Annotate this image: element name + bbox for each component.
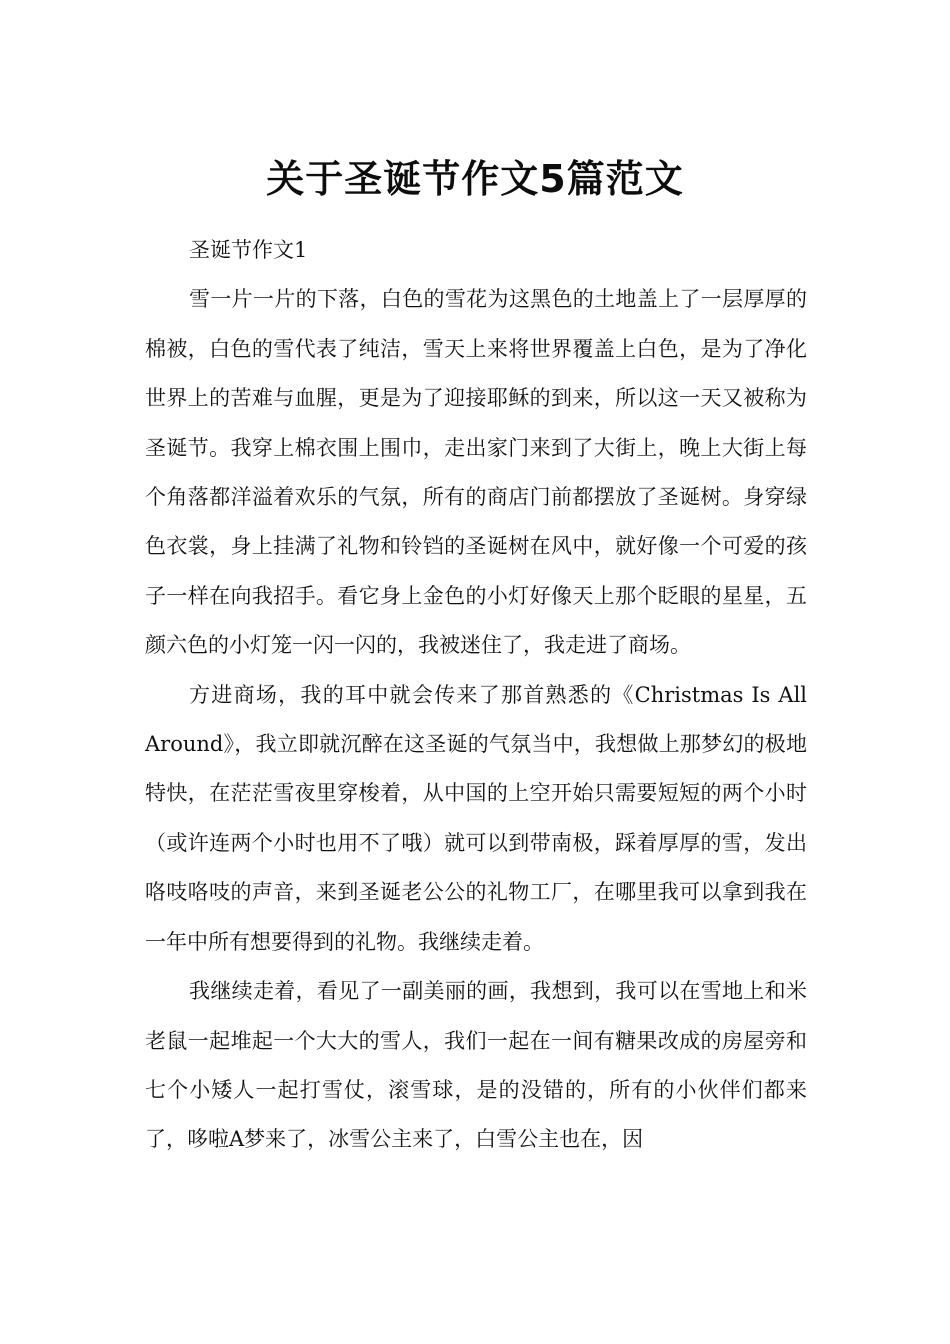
- section-heading: 圣诞节作文1: [189, 238, 308, 262]
- paragraph-2: 方进商场，我的耳中就会传来了那首熟悉的《Christmas Is All Around》，我立即就沉醉在这圣诞的气氛当中，我想做上那梦幻的极地特快，在茫茫雪夜里穿梭着，从中国的上空开始只需要短短的两个小时（或许连两个小时也用不了哦）就可以到带南极，踩着厚厚的雪，发出咯吱咯吱的声音，来到圣诞老公公的礼物工厂，在哪里我可以拿到我在一年中所有想要得到的礼物。我继续走着。: [145, 682, 807, 954]
- paragraph-1: 雪一片一片的下落，白色的雪花为这黑色的土地盖上了一层厚厚的棉被，白色的雪代表了纯洁，雪天上来将世界覆盖上白色，是为了净化世界上的苦难与血腥，更是为了迎接耶稣的到来，所以这一天又被称为圣诞节。我穿上棉衣围上围巾，走出家门来到了大街上，晚上大街上每个角落都洋溢着欢乐的气氛，所有的商店门前都摆放了圣诞树。身穿绿色衣裳，身上挂满了礼物和铃铛的圣诞树在风中，就好像一个可爱的孩子一样在向我招手。看它身上金色的小灯好像天上那个眨眼的星星，五颜六色的小灯笼一闪一闪的，我被迷住了，我走进了商场。: [145, 287, 807, 658]
- paragraph-3: 我继续走着，看见了一副美丽的画，我想到，我可以在雪地上和米老鼠一起堆起一个大大的雪人，我们一起在一间有糖果改成的房屋旁和七个小矮人一起打雪仗，滚雪球，是的没错的，所有的小伙伴们都来了，哆啦A梦来了，冰雪公主来了，白雪公主也在，因: [145, 979, 807, 1152]
- document-title: 关于圣诞节作文5篇范文: [266, 157, 684, 202]
- document-body: [145, 226, 807, 1165]
